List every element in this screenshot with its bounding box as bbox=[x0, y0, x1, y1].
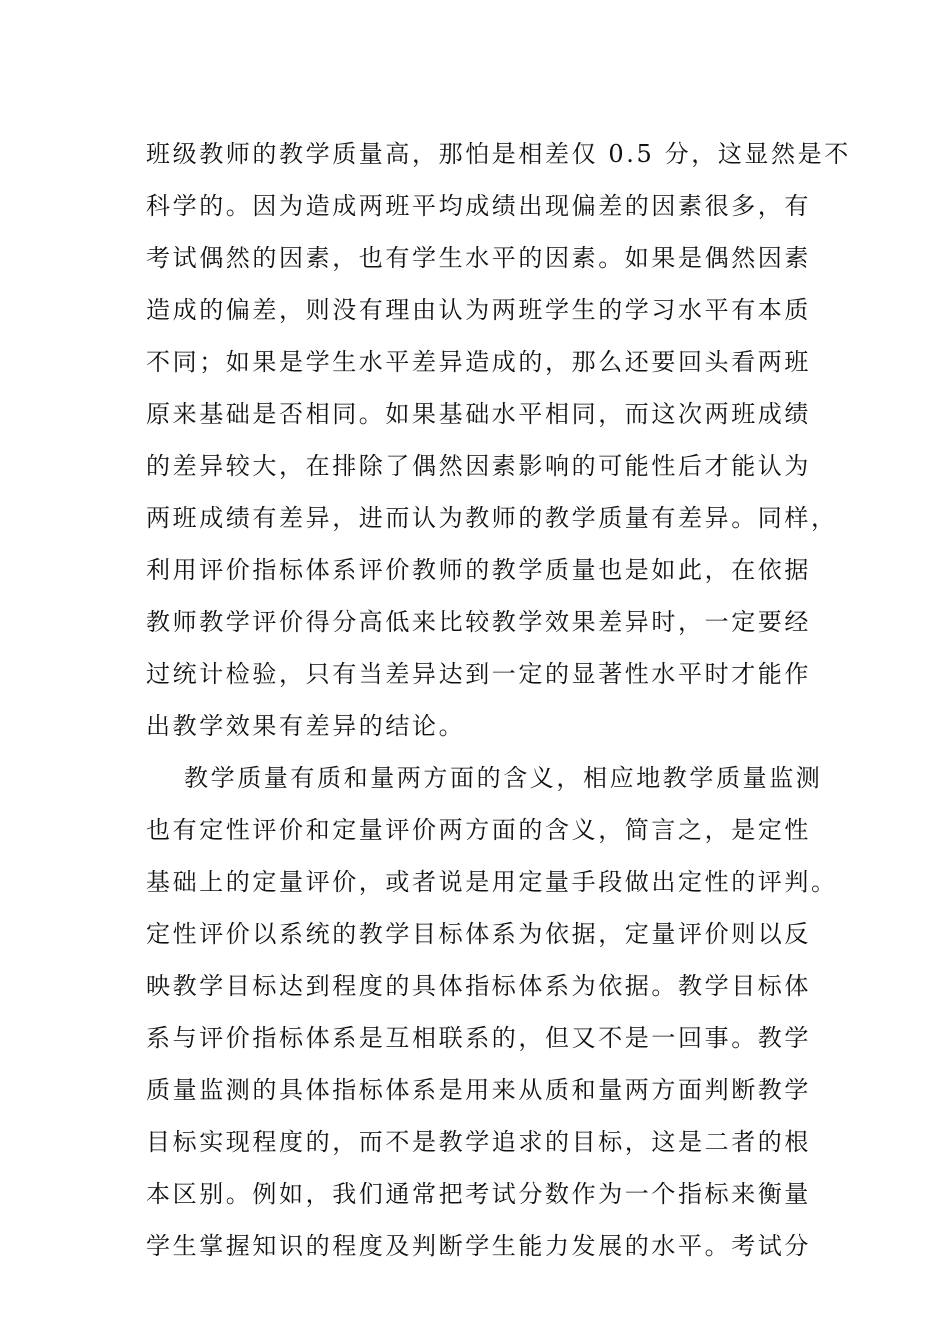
text-line: 科学的。因为造成两班平均成绩出现偏差的因素很多，有 bbox=[146, 192, 811, 220]
text-line: 教师教学评价得分高低来比较教学效果差异时，一定要经 bbox=[146, 608, 811, 636]
text-line: 造成的偏差，则没有理由认为两班学生的学习水平有本质 bbox=[146, 296, 811, 324]
text-line: 目标实现程度的，而不是教学追求的目标，这是二者的根 bbox=[146, 1128, 811, 1156]
text-line: 基础上的定量评价，或者说是用定量手段做出定性的评判。 bbox=[146, 868, 838, 896]
text-line: 定性评价以系统的教学目标体系为依据，定量评价则以反 bbox=[146, 920, 811, 948]
text-line: 不同；如果是学生水平差异造成的，那么还要回头看两班 bbox=[146, 348, 811, 376]
text-line: 学生掌握知识的程度及判断学生能力发展的水平。考试分 bbox=[146, 1232, 811, 1260]
text-line: 映教学目标达到程度的具体指标体系为依据。教学目标体 bbox=[146, 972, 811, 1000]
text-line: 利用评价指标体系评价教师的教学质量也是如此，在依据 bbox=[146, 556, 811, 584]
text-line: 的差异较大，在排除了偶然因素影响的可能性后才能认为 bbox=[146, 452, 811, 480]
text-line: 也有定性评价和定量评价两方面的含义，简言之，是定性 bbox=[146, 816, 811, 844]
text-line: 过统计检验，只有当差异达到一定的显著性水平时才能作 bbox=[146, 660, 811, 688]
text-line: 出教学效果有差异的结论。 bbox=[146, 712, 466, 740]
text-line: 质量监测的具体指标体系是用来从质和量两方面判断教学 bbox=[146, 1076, 811, 1104]
text-line: 原来基础是否相同。如果基础水平相同，而这次两班成绩 bbox=[146, 400, 811, 428]
text-line: 班级教师的教学质量高，那怕是相差仅 0.5 分，这显然是不 bbox=[146, 140, 851, 168]
text-line: 本区别。例如，我们通常把考试分数作为一个指标来衡量 bbox=[146, 1180, 811, 1208]
body-text bbox=[146, 128, 851, 1272]
text-line: 系与评价指标体系是互相联系的，但又不是一回事。教学 bbox=[146, 1024, 811, 1052]
paragraph-start-line: 教学质量有质和量两方面的含义，相应地教学质量监测 bbox=[184, 764, 823, 792]
text-line: 考试偶然的因素，也有学生水平的因素。如果是偶然因素 bbox=[146, 244, 811, 272]
text-line: 两班成绩有差异，进而认为教师的教学质量有差异。同样， bbox=[146, 504, 838, 532]
